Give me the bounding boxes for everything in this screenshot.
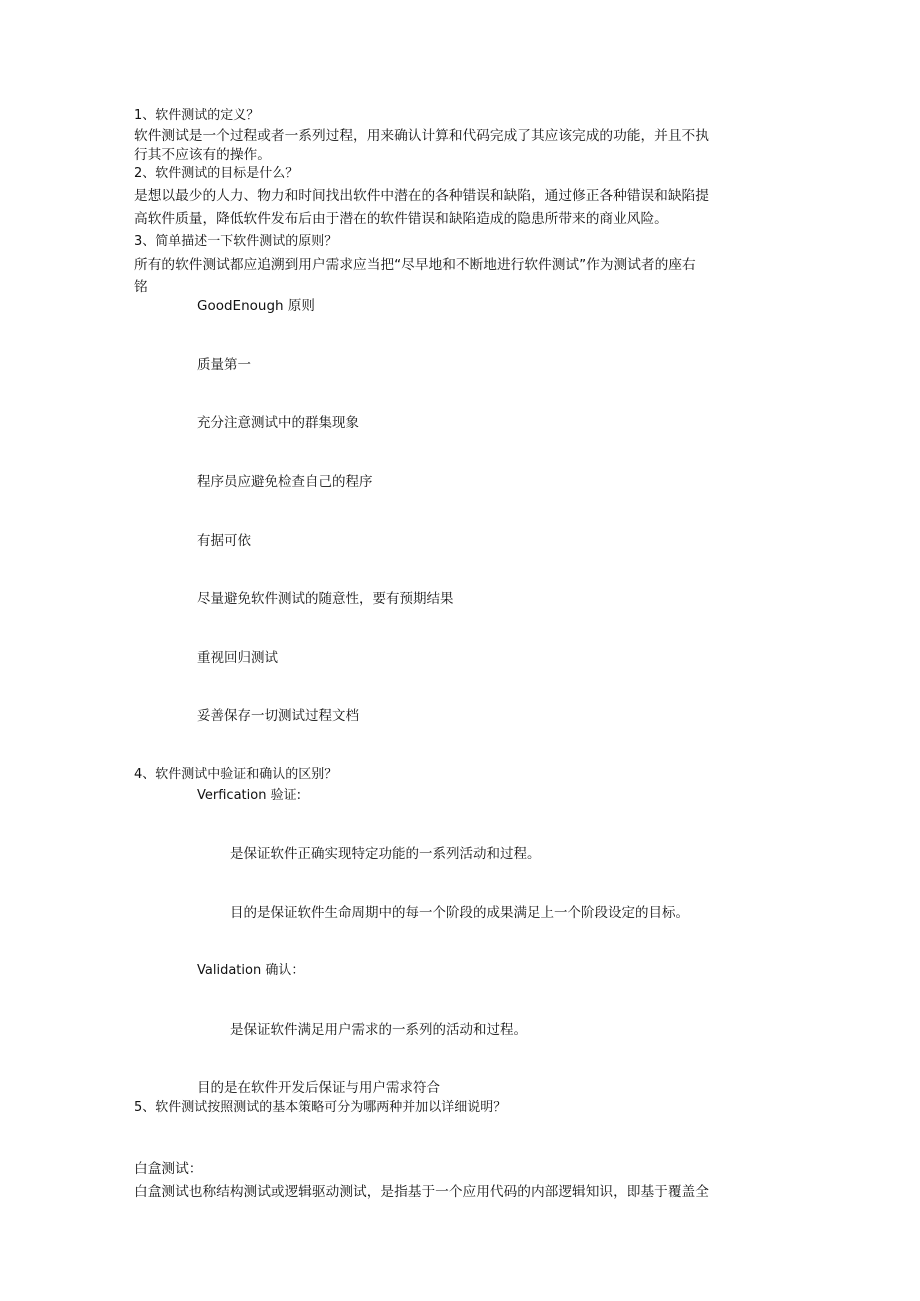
q5-heading: 5、软件测试按照测试的基本策略可分为哪两种并加以详细说明？ [134, 1100, 507, 1115]
principle-item: GoodEnough 原则 [197, 298, 315, 314]
q3-answer-line-2: 铭 [134, 279, 148, 295]
q3-answer-line-1: 所有的软件测试都应追溯到用户需求应当把“尽早地和不断地进行软件测试”作为测试者的座右 [134, 257, 696, 273]
q1-answer-line-1: 软件测试是一个过程或者一系列过程，用来确认计算和代码完成了其应该完成的功能，并且不执 [134, 128, 709, 144]
whitebox-label: 白盒测试： [134, 1161, 203, 1177]
whitebox-line-1: 白盒测试也称结构测试或逻辑驱动测试，是指基于一个应用代码的内部逻辑知识，即基于覆盖全 [134, 1184, 709, 1200]
validation-label: Validation 确认： [197, 963, 305, 978]
principle-item: 妥善保存一切测试过程文档 [197, 708, 359, 724]
q2-heading: 2、软件测试的目标是什么？ [134, 166, 299, 181]
principle-item: 尽量避免软件测试的随意性，要有预期结果 [197, 591, 454, 607]
principle-item: 有据可依 [197, 533, 251, 549]
q2-answer-line-2: 高软件质量，降低软件发布后由于潜在的软件错误和缺陷造成的隐患所带来的商业风险。 [134, 211, 668, 227]
verification-label: Verfication 验证: [197, 788, 301, 803]
principle-item: 质量第一 [197, 357, 251, 373]
q1-heading: 1、软件测试的定义？ [134, 108, 260, 123]
verification-point: 是保证软件正确实现特定功能的一系列活动和过程。 [230, 846, 541, 862]
principle-item: 重视回归测试 [197, 650, 278, 666]
q2-answer-line-1: 是想以最少的人力、物力和时间找出软件中潜在的各种错误和缺陷，通过修正各种错误和缺陷提 [134, 188, 709, 204]
q1-answer-line-2: 行其不应该有的操作。 [134, 147, 271, 163]
principle-item: 充分注意测试中的群集现象 [197, 415, 359, 431]
verification-point: 目的是保证软件生命周期中的每一个阶段的成果满足上一个阶段设定的目标。 [230, 905, 689, 921]
principle-item: 程序员应避免检查自己的程序 [197, 474, 373, 490]
q3-heading: 3、简单描述一下软件测试的原则？ [134, 234, 338, 249]
q4-heading: 4、软件测试中验证和确认的区别？ [134, 767, 338, 782]
validation-point: 是保证软件满足用户需求的一系列的活动和过程。 [230, 1022, 527, 1038]
validation-point: 目的是在软件开发后保证与用户需求符合 [197, 1080, 440, 1096]
